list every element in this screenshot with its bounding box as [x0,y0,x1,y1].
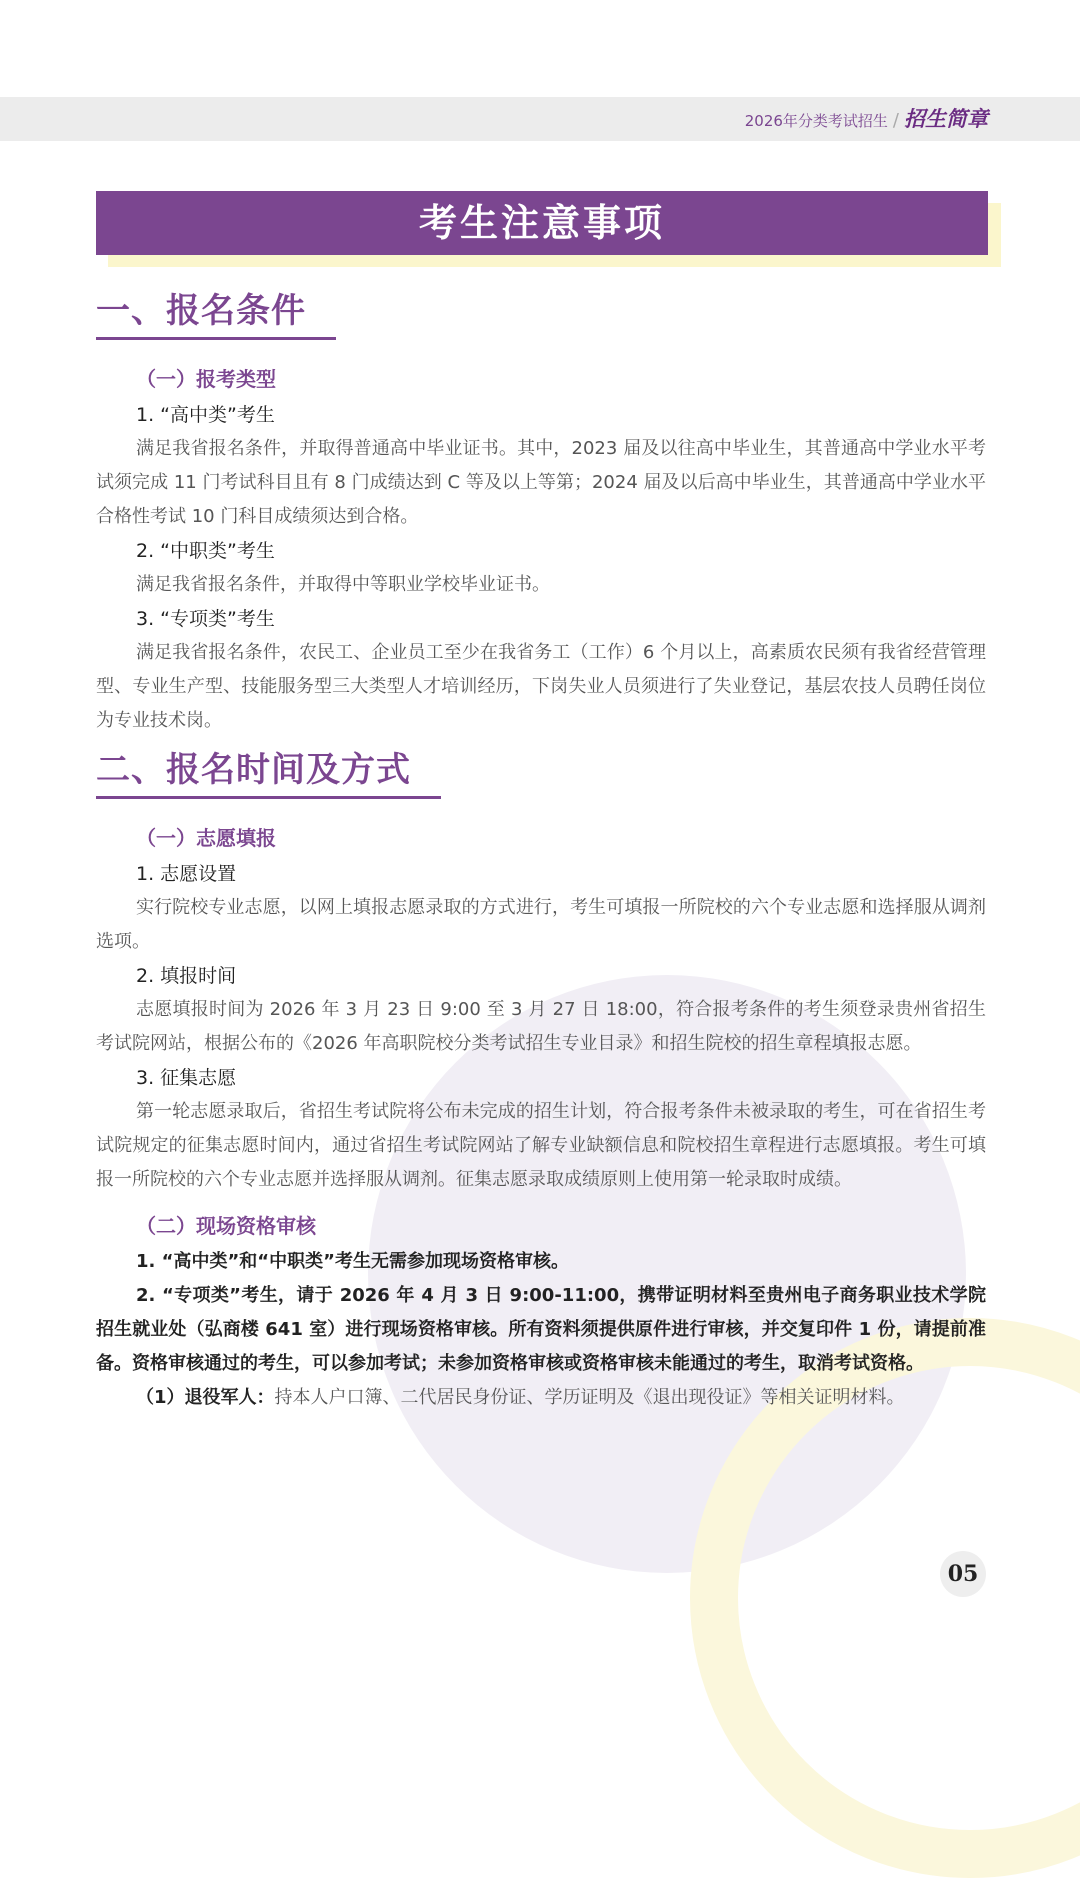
subsection-title-preference-filling: （一）志愿填报 [136,826,276,850]
subsection-title-onsite-review: （二）现场资格审核 [136,1214,316,1238]
veteran-text: 持本人户口簿、二代居民身份证、学历证明及《退出现役证》等相关证明材料。 [274,1387,905,1408]
item-title-high-school: 1. “高中类”考生 [136,404,275,426]
item-text-high-school: 满足我省报名条件，并取得普通高中毕业证书。其中，2023 届及以往高中毕业生，其普通高中学业水平考试须完成 11 门考试科目且有 8 门成绩达到 C 等及以上等第；2024 届及以后高中毕业生，其普通高中学业水平合格性考试 10 门科目成绩须达到合格。 [96,438,986,527]
item-title-preference-setting: 1. 志愿设置 [136,863,237,885]
veteran-para [96,1381,986,1415]
item-text-special: 满足我省报名条件，农民工、企业员工至少在我省务工（工作）6 个月以上，高素质农民须有我省经营管理型、专业生产型、技能服务型三大类型人才培训经历，下岗失业人员须进行了失业登记，基层农技人员聘任岗位为专业技术岗。 [96,642,986,731]
section-title-registration-conditions: 一、报名条件 [96,285,336,340]
page-number: 05 [940,1551,986,1597]
subsection-title-application-types: （一）报考类型 [136,367,276,391]
header-text [745,97,988,141]
title-banner [96,191,988,255]
main-content [96,285,986,1415]
onsite-review-para-2: 2. “专项类”考生，请于 2026 年 4 月 3 日 9:00-11:00，携带证明材料至贵州电子商务职业技术学院招生就业处（弘商楼 641 室）进行现场资格审核。所有资料须提供原件进行审核，并交复印件 1 份，请提前准备。资格审核通过的考生，可以参加考试；未参加资格审核或资格审核未能通过的考生，取消考试资格。 [96,1285,986,1374]
item-title-supplementary-preference: 3. 征集志愿 [136,1067,237,1089]
header-separator: / [892,110,899,131]
item-title-filling-time: 2. 填报时间 [136,965,237,987]
section-title-registration-time: 二、报名时间及方式 [96,744,441,799]
page-header [0,97,1080,141]
item-text-supplementary-preference: 第一轮志愿录取后，省招生考试院将公布未完成的招生计划，符合报考条件未被录取的考生，可在省招生考试院规定的征集志愿时间内，通过省招生考试院网站了解专业缺额信息和院校招生章程进行志愿填报。考生可填报一所院校的六个专业志愿并选择服从调剂。征集志愿录取成绩原则上使用第一轮录取时成绩。 [96,1101,986,1190]
veteran-label: （1）退役军人： [136,1387,275,1408]
item-text-preference-setting: 实行院校专业志愿，以网上填报志愿录取的方式进行，考生可填报一所院校的六个专业志愿和选择服从调剂选项。 [96,897,986,952]
onsite-review-para-1: 1. “高中类”和“中职类”考生无需参加现场资格审核。 [136,1251,569,1272]
header-subtitle: 2026年分类考试招生 [744,112,888,130]
item-text-filling-time: 志愿填报时间为 2026 年 3 月 23 日 9:00 至 3 月 27 日 18:00，符合报考条件的考生须登录贵州省招生考试院网站，根据公布的《2026 年高职院校分类考试招生专业目录》和招生院校的招生章程填报志愿。 [96,999,986,1054]
item-text-vocational: 满足我省报名条件，并取得中等职业学校毕业证书。 [136,574,550,595]
item-title-vocational: 2. “中职类”考生 [136,540,275,562]
page-title: 考生注意事项 [418,201,665,245]
item-title-special: 3. “专项类”考生 [136,608,275,630]
header-title: 招生简章 [904,107,988,131]
